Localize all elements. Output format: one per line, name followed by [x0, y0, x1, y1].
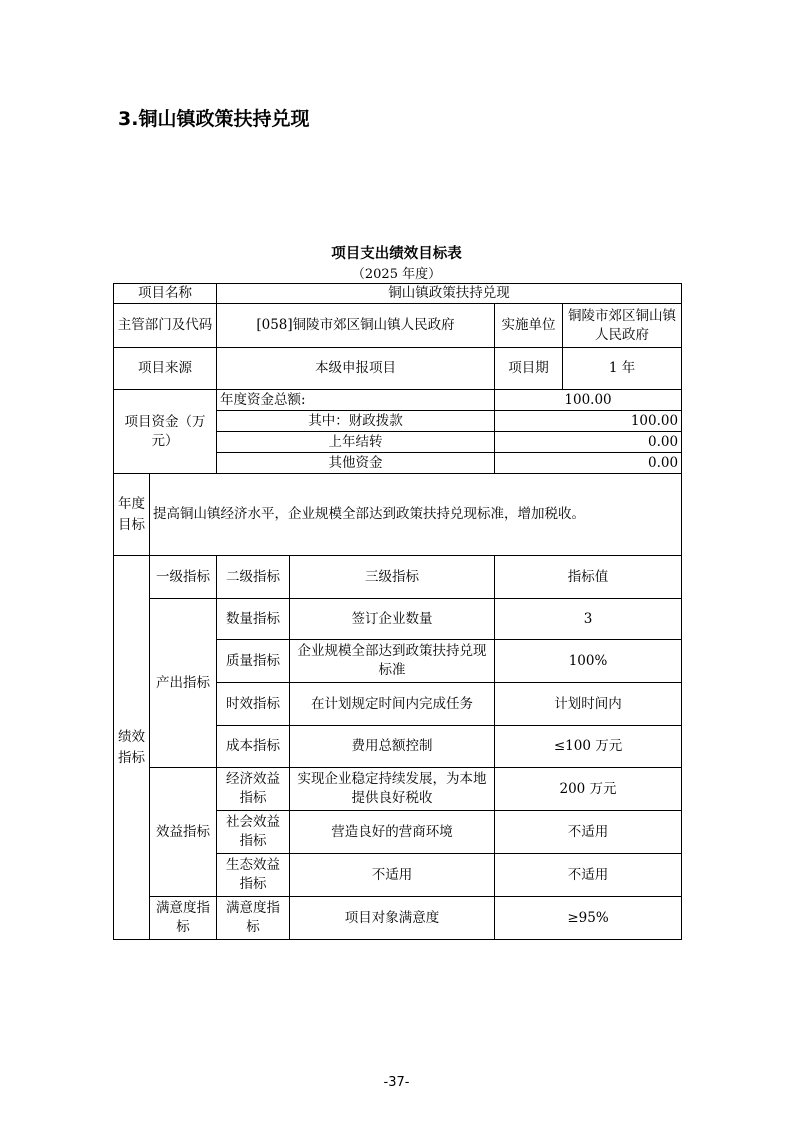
table-row — [114, 897, 682, 940]
indicator-level3: 营造良好的营商环境 — [290, 811, 495, 854]
header-value: 指标值 — [495, 556, 682, 599]
funds-fiscal-value: 100.00 — [495, 411, 682, 432]
table-row — [114, 304, 682, 348]
indicator-value: 200 万元 — [495, 768, 682, 811]
indicator-level2: 满意度指标 — [217, 897, 290, 940]
table-row — [114, 390, 682, 411]
indicator-value: 不适用 — [495, 811, 682, 854]
indicator-level2: 数量指标 — [217, 599, 290, 640]
period-value: 1 年 — [563, 348, 682, 390]
table-row — [114, 474, 682, 556]
table-row — [114, 348, 682, 390]
funds-other-value: 0.00 — [495, 453, 682, 474]
benefit-indicator-label: 效益指标 — [150, 768, 217, 897]
header-level3: 三级指标 — [290, 556, 495, 599]
impl-label: 实施单位 — [495, 304, 563, 348]
indicator-value: 计划时间内 — [495, 683, 682, 726]
indicator-level2: 生态效益指标 — [217, 854, 290, 897]
funds-label: 项目资金（万元） — [114, 390, 217, 474]
annual-goal-label: 年度目标 — [114, 474, 150, 556]
table-row — [114, 768, 682, 811]
indicator-level3: 不适用 — [290, 854, 495, 897]
indicator-level3: 费用总额控制 — [290, 726, 495, 768]
indicator-value: ≤100 万元 — [495, 726, 682, 768]
table-subtitle: （2025 年度） — [351, 267, 442, 282]
indicators-group-label: 绩效指标 — [114, 556, 150, 940]
indicator-level3: 实现企业稳定持续发展，为本地提供良好税收 — [290, 768, 495, 811]
indicator-level3: 企业规模全部达到政策扶持兑现标准 — [290, 640, 495, 683]
header-level2: 二级指标 — [217, 556, 290, 599]
indicator-level3: 在计划规定时间内完成任务 — [290, 683, 495, 726]
indicator-value: 不适用 — [495, 854, 682, 897]
source-label: 项目来源 — [114, 348, 217, 390]
indicator-level2: 经济效益指标 — [217, 768, 290, 811]
indicator-level2: 社会效益指标 — [217, 811, 290, 854]
indicator-level2: 时效指标 — [217, 683, 290, 726]
indicator-value: 100% — [495, 640, 682, 683]
funds-total-label: 年度资金总额: — [217, 390, 495, 411]
indicator-level3: 签订企业数量 — [290, 599, 495, 640]
section-title: 3.铜山镇政策扶持兑现 — [118, 108, 310, 130]
impl-value: 铜陵市郊区铜山镇人民政府 — [563, 304, 682, 348]
project-name-label: 项目名称 — [114, 284, 217, 304]
indicator-level2: 质量指标 — [217, 640, 290, 683]
funds-other-label: 其他资金 — [217, 453, 495, 474]
dept-value: [058]铜陵市郊区铜山镇人民政府 — [217, 304, 495, 348]
table-row — [114, 284, 682, 304]
satisfaction-indicator-label: 满意度指标 — [150, 897, 217, 940]
dept-label: 主管部门及代码 — [114, 304, 217, 348]
funds-total-value: 100.00 — [495, 390, 682, 411]
indicator-value: ≥95% — [495, 897, 682, 940]
performance-target-table — [113, 283, 682, 940]
funds-carryover-value: 0.00 — [495, 432, 682, 453]
indicator-level3: 项目对象满意度 — [290, 897, 495, 940]
project-name-value: 铜山镇政策扶持兑现 — [217, 284, 682, 304]
page-number: -37- — [383, 1075, 410, 1090]
table-row — [114, 599, 682, 640]
table-row — [114, 556, 682, 599]
table-title: 项目支出绩效目标表 — [331, 246, 462, 262]
output-indicator-label: 产出指标 — [150, 599, 217, 768]
period-label: 项目期 — [495, 348, 563, 390]
indicator-level2: 成本指标 — [217, 726, 290, 768]
funds-fiscal-label: 其中：财政拨款 — [217, 411, 495, 432]
annual-goal-text: 提高铜山镇经济水平，企业规模全部达到政策扶持兑现标准，增加税收。 — [150, 474, 682, 556]
header-level1: 一级指标 — [150, 556, 217, 599]
indicator-value: 3 — [495, 599, 682, 640]
funds-carryover-label: 上年结转 — [217, 432, 495, 453]
source-value: 本级申报项目 — [217, 348, 495, 390]
